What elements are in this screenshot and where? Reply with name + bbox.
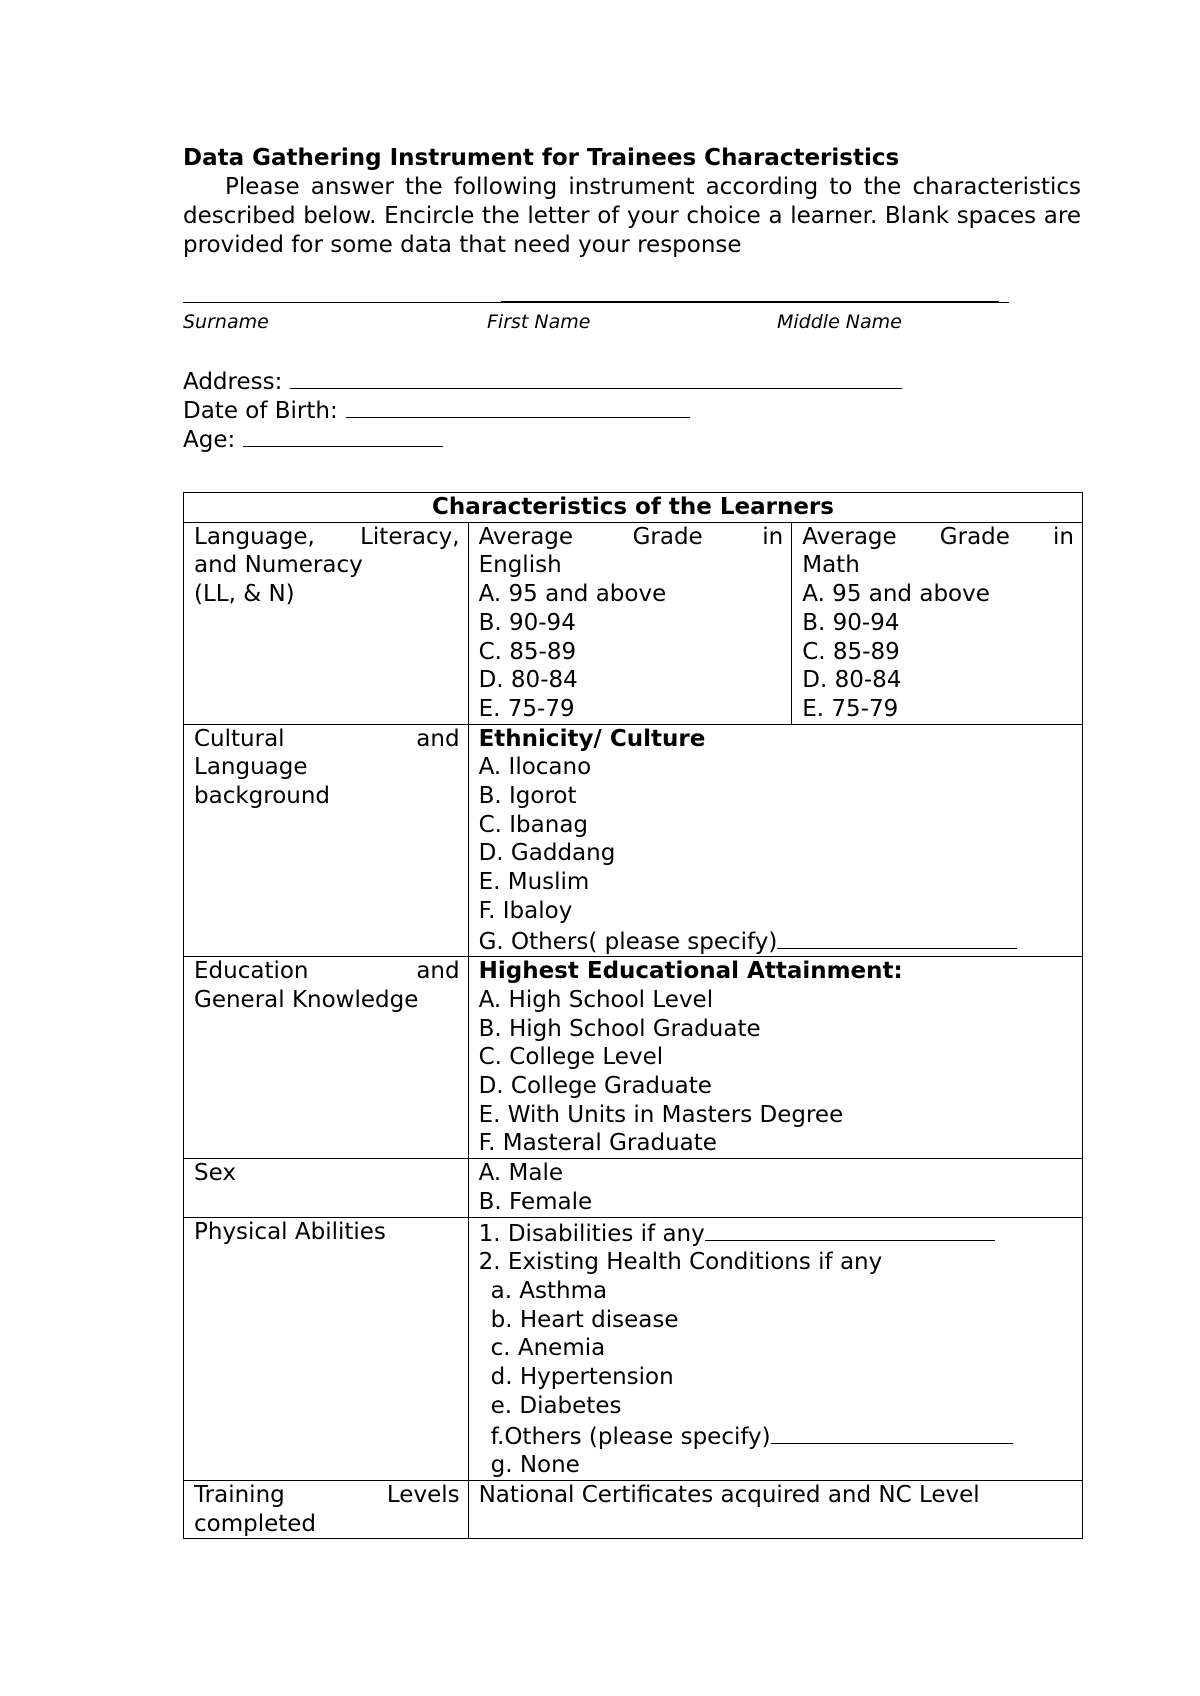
culture-others-row — [479, 926, 1074, 957]
physical-options-cell — [468, 1217, 1082, 1480]
address-blank[interactable] — [290, 370, 902, 389]
education-option[interactable]: E. With Units in Masters Degree — [478, 1101, 844, 1128]
middle-name-line[interactable] — [999, 302, 1009, 303]
training-label-line1: Training Levels — [194, 1481, 460, 1508]
characteristics-table — [183, 492, 1083, 1539]
math-option[interactable]: A. 95 and above — [802, 581, 990, 608]
culture-others-option[interactable]: G. Others( please specify) — [478, 928, 778, 955]
education-option[interactable]: D. College Graduate — [478, 1073, 712, 1100]
culture-label-line2: Language — [194, 754, 308, 781]
english-option[interactable]: A. 95 and above — [478, 581, 667, 608]
health-option-none[interactable]: g. None — [490, 1452, 580, 1479]
english-grade-title-line2: English — [478, 552, 562, 579]
age-row — [183, 426, 1081, 455]
sex-option[interactable]: B. Female — [478, 1188, 593, 1215]
address-row — [183, 368, 1081, 397]
health-option[interactable]: a. Asthma — [490, 1277, 608, 1304]
training-label-line2: completed — [194, 1510, 317, 1537]
first-name-line[interactable] — [501, 301, 999, 303]
math-grade-cell — [792, 522, 1083, 724]
culture-option[interactable]: A. Ilocano — [478, 754, 592, 781]
llm-label-cell — [184, 522, 469, 724]
english-grade-cell — [468, 522, 792, 724]
instructions-paragraph: Please answer the following instrument according to the characteristics described below. Encircle the letter of your choice a learner. Blank spaces are provided for some data that need your response — [183, 174, 1081, 258]
education-row — [184, 957, 1083, 1159]
math-option[interactable]: B. 90-94 — [802, 609, 900, 636]
culture-options-cell — [468, 724, 1082, 957]
education-option[interactable]: F. Masteral Graduate — [478, 1130, 717, 1157]
english-option[interactable]: C. 85-89 — [478, 638, 577, 665]
math-grade-title-line2: Math — [802, 552, 860, 579]
name-fields — [183, 302, 1081, 352]
surname-line[interactable] — [183, 302, 501, 303]
english-option[interactable]: D. 80-84 — [478, 667, 578, 694]
dob-row — [183, 397, 1081, 426]
math-option[interactable]: C. 85-89 — [802, 638, 900, 665]
education-label-cell — [184, 957, 469, 1159]
address-label: Address: — [183, 369, 283, 395]
training-label-cell — [184, 1480, 469, 1538]
education-title: Highest Educational Attainment: — [478, 958, 903, 985]
culture-others-blank[interactable] — [777, 926, 1017, 949]
english-grade-title-line1: Average Grade in — [478, 523, 784, 550]
health-others-row — [479, 1421, 1074, 1452]
training-row — [184, 1480, 1083, 1538]
training-text-cell[interactable]: National Certificates acquired and NC Level — [468, 1480, 1082, 1538]
first-name-label: First Name — [487, 311, 591, 333]
llm-row — [184, 522, 1083, 724]
health-others-option[interactable]: f.Others (please specify) — [490, 1423, 771, 1450]
english-option[interactable]: B. 90-94 — [478, 609, 576, 636]
education-label-line2: General Knowledge — [194, 986, 419, 1013]
culture-label-cell — [184, 724, 469, 957]
llm-label-line1: Language, Literacy, — [194, 523, 460, 550]
llm-label-line3: (LL, & N) — [194, 581, 295, 608]
disabilities-blank[interactable] — [705, 1218, 995, 1241]
sex-label-cell: Sex — [184, 1159, 469, 1217]
health-others-blank[interactable] — [771, 1421, 1013, 1444]
sex-options-cell — [468, 1159, 1082, 1217]
culture-title: Ethnicity/ Culture — [478, 725, 706, 752]
document-title: Data Gathering Instrument for Trainees Characteristics — [183, 145, 900, 171]
disabilities-label: 1. Disabilities if any — [478, 1220, 705, 1247]
document-content — [183, 140, 1081, 1539]
disabilities-row — [479, 1218, 1074, 1249]
education-option[interactable]: C. College Level — [478, 1044, 664, 1071]
culture-option[interactable]: D. Gaddang — [478, 840, 616, 867]
culture-option[interactable]: E. Muslim — [478, 869, 590, 896]
culture-option[interactable]: F. Ibaloy — [478, 897, 573, 924]
culture-label-line3: background — [194, 783, 331, 810]
age-blank[interactable] — [243, 428, 443, 447]
culture-label-line1: Cultural and — [194, 725, 460, 752]
physical-label-cell: Physical Abilities — [184, 1217, 469, 1480]
culture-option[interactable]: B. Igorot — [478, 783, 577, 810]
health-option[interactable]: e. Diabetes — [490, 1392, 622, 1419]
education-label-line1: Education and — [194, 958, 460, 985]
surname-label: Surname — [183, 311, 269, 333]
table-header: Characteristics of the Learners — [184, 493, 1083, 523]
math-grade-title-line1: Average Grade in — [802, 523, 1074, 550]
table-header-row — [184, 493, 1083, 523]
english-option[interactable]: E. 75-79 — [478, 695, 575, 722]
math-option[interactable]: E. 75-79 — [802, 695, 899, 722]
personal-fields — [183, 368, 1081, 455]
dob-blank[interactable] — [346, 399, 690, 418]
physical-row — [184, 1217, 1083, 1480]
health-option[interactable]: d. Hypertension — [490, 1364, 674, 1391]
health-conditions-label: 2. Existing Health Conditions if any — [478, 1249, 883, 1276]
culture-option[interactable]: C. Ibanag — [478, 811, 589, 838]
education-option[interactable]: B. High School Graduate — [478, 1015, 761, 1042]
dob-label: Date of Birth: — [183, 398, 338, 424]
llm-label-line2: and Numeracy — [194, 552, 363, 579]
education-options-cell — [468, 957, 1082, 1159]
age-label: Age: — [183, 427, 236, 453]
education-option[interactable]: A. High School Level — [478, 986, 714, 1013]
culture-row — [184, 724, 1083, 957]
health-option[interactable]: c. Anemia — [490, 1335, 606, 1362]
middle-name-label: Middle Name — [777, 311, 902, 333]
health-option[interactable]: b. Heart disease — [490, 1306, 679, 1333]
math-option[interactable]: D. 80-84 — [802, 667, 902, 694]
sex-row — [184, 1159, 1083, 1217]
sex-option[interactable]: A. Male — [478, 1160, 564, 1187]
